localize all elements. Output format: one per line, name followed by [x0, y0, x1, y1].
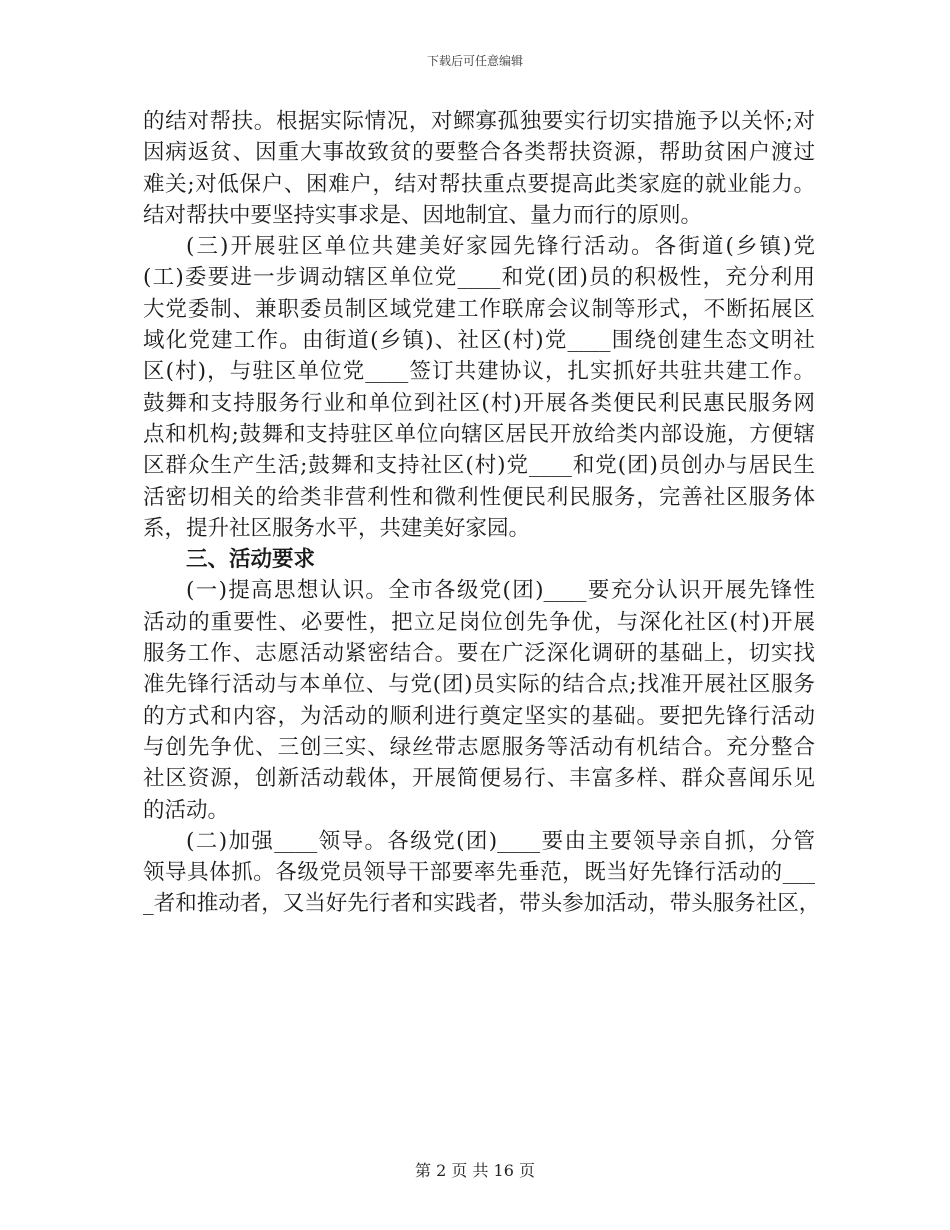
text-line: 的方式和内容，为活动的顺利进行奠定坚实的基础。要把先锋行活动 [143, 703, 815, 729]
text-line: 域化党建工作。由街道(乡镇)、社区(村)党____围绕创建生态文明社 [143, 328, 815, 354]
text-line: _者和推动者，又当好先行者和实践者，带头参加活动，带头服务社区， [143, 891, 821, 917]
text-line: 与创先争优、三创三实、绿丝带志愿服务等活动有机结合。充分整合 [143, 734, 815, 760]
page-footer: 第 2 页 共 16 页 [415, 1161, 535, 1180]
text-line: 因病返贫、因重大事故致贫的要整合各类帮扶资源，帮助贫困户渡过 [143, 140, 815, 166]
text-line: 的结对帮扶。根据实际情况，对鳏寡孤独要实行切实措施予以关怀;对 [143, 109, 815, 134]
text-line: 鼓舞和支持服务行业和单位到社区(村)开展各类便民利民惠民服务网 [143, 390, 815, 416]
section-heading: 三、活动要求 [186, 547, 316, 573]
text-line: 领导具体抓。各级党员领导干部要率先垂范，既当好先锋行活动的___ [143, 860, 815, 886]
text-line: 区(村)，与驻区单位党____签订共建协议，扎实抓好共驻共建工作。 [143, 359, 815, 385]
text-line: 结对帮扶中要坚持实事求是、因地制宜、量力而行的原则。 [143, 202, 703, 228]
text-line: 活动的重要性、必要性，把立足岗位创先争优，与深化社区(村)开展 [143, 609, 815, 635]
text-line: 系，提升社区服务水平，共建美好家园。 [143, 515, 531, 541]
text-line: 区群众生产生活;鼓舞和支持社区(村)党____和党(团)员创办与居民生 [143, 453, 815, 479]
text-line: 服务工作、志愿活动紧密结合。要在广泛深化调研的基础上，切实找 [143, 641, 815, 667]
paragraph-start-line: (三)开展驻区单位共建美好家园先锋行活动。各街道(乡镇)党 [186, 234, 815, 260]
text-line: 活密切相关的给类非营利性和微利性便民利民服务，完善社区服务体 [143, 484, 815, 510]
paragraph-start-line: (二)加强____领导。各级党(团)____要由主要领导亲自抓，分管 [186, 828, 815, 854]
text-line: 的活动。 [143, 797, 230, 823]
text-line: 准先锋行活动与本单位、与党(团)员实际的结合点;找准开展社区服务 [143, 672, 815, 698]
text-line: 点和机构;鼓舞和支持驻区单位向辖区居民开放给类内部设施，方便辖 [143, 421, 815, 447]
page-header: 下载后可任意编辑 [426, 54, 523, 68]
document-body [143, 106, 821, 920]
text-line: 难关;对低保户、困难户，结对帮扶重点要提高此类家庭的就业能力。 [143, 171, 815, 197]
paragraph-start-line: (一)提高思想认识。全市各级党(团)____要充分认识开展先锋性 [186, 578, 815, 604]
text-line: 大党委制、兼职委员制区域党建工作联席会议制等形式，不断拓展区 [143, 296, 815, 322]
text-line: (工)委要进一步调动辖区单位党____和党(团)员的积极性，充分利用 [143, 265, 815, 291]
text-line: 社区资源，创新活动载体，开展简便易行、丰富多样、群众喜闻乐见 [143, 766, 815, 792]
